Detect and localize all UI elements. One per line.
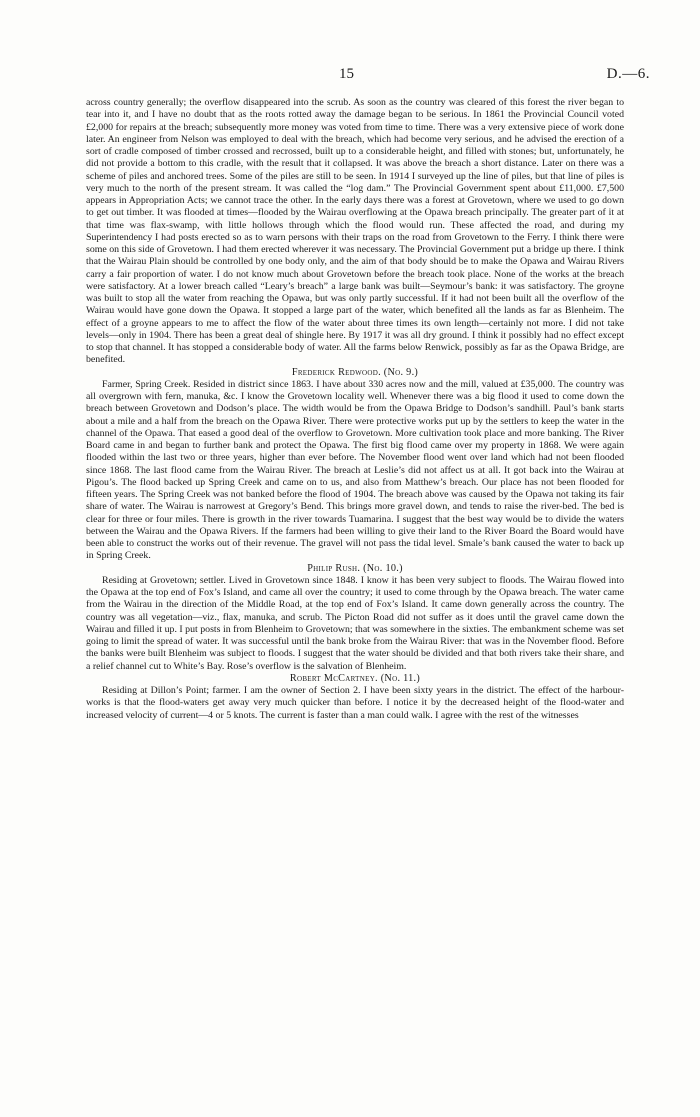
page-header	[0, 66, 700, 86]
witness-heading-mccartney: Robert McCartney. (No. 11.)	[289, 672, 421, 684]
witness-testimony-redwood: Farmer, Spring Creek. Resided in district since 1863. I have about 330 acres now and the mill, valued at £35,000. The country was all overgrown with fern, manuka, &c. I know the Grovetown locality well. Whenever there was a big flood it used to come down the breach between Grovetown and Dodson’s place. The width would be from the Opawa Bridge to Dodson’s sandhill. Paul’s bank starts about a mile and a half from the breach on the Opawa River. There were protective works put up by the settlers to keep the water in the channel of the Opawa. That eased a good deal of the overflow to Grovetown. More cultivation took place and more banking. The River Board came in and began to further bank and protect the Opawa. The first big flood came over my property in 1868. We were again flooded within the last two or three years, higher than ever before. The November flood went over land which had not been flooded since 1868. The last flood came from the Wairau River. The breach at Leslie’s did not affect us at all. It got back into the Wairau at Pigou’s. The flood backed up Spring Creek and came on to us, and also from Matthew’s breach. Our place has not been flooded for fifteen years. The Spring Creek was not banked before the flood of 1904. The breach above was caused by the Opawa not taking its fair share of water. The Wairau is narrowest at Gregory’s Bend. This brings more gravel down, and tends to raise the river-bed. The bed is clear for three or four miles. There is growth in the river towards Tuamarina. I suggest that the best way would be to divide the waters between the Wairau and the Opawa Rivers. If the farmers had been willing to give their land to the River Board the Board would have been able to construct the works out of their revenue. The gravel will not pass the tidal level. Smale’s bank caused the water to back up in Spring Creek.	[86, 378, 624, 562]
document-code: D.—6.	[606, 66, 650, 82]
witness-heading-rush: Philip Rush. (No. 10.)	[307, 562, 403, 574]
witness-testimony-rush: Residing at Grovetown; settler. Lived in Grovetown since 1848. I know it has been very subject to floods. The Wairau flowed into the Opawa at the top end of Fox’s Island, and came all over the country; it used to come through by the Opawa breach. The water came from the Wairau in the direction of the Middle Road, at the top end of Fox’s Island. It came down generally across the country. The country was all vegetation—viz., flax, manuka, and scrub. The Picton Road did not suffer as it does until the gravel came down the Wairau and filled it up. I put posts in from Blenheim to Grovetown; that was somewhere in the sixties. The embankment scheme was set going to limit the spread of water. It was successful until the bank broke from the Wairau River: that was in the November flood. Before the banks were built Blenheim was subject to floods. I suggest that the water should be divided and that both rivers take their share, and a relief channel cut to White’s Bay. Rose’s overflow is the salvation of Blenheim.	[86, 574, 624, 672]
paragraph-continuation: across country generally; the overflow disappeared into the scrub. As soon as the country was cleared of this forest the river began to tear into it, and I have no doubt that as the roots rotted away the damage began to be serious. In 1861 the Provincial Council voted £2,000 for repairs at the breach; subsequently more money was voted from time to time. There was a very extensive piece of work done later. An engineer from Nelson was employed to deal with the breach, which had become very serious, and he advised the erection of a sort of cradle composed of timber crossed and recrossed, built up to a considerable height, and filled with stones; but, unfortunately, he did not provide a bottom to this cradle, with the result that it collapsed. It was above the breach a short distance. Later on there was a scheme of piles and anchored trees. Some of the piles are still to be seen. In 1914 I surveyed up the line of piles, but that line of piles is very much to the north of the present stream. It was called the “log dam.” The Provincial Government spent about £11,000. £7,500 appears in Appropriation Acts; we cannot trace the other. In the early days there was a forest at Grovetown, where we used to go down to get out timber. It was flooded at times—flooded by the Wairau overflowing at the Opawa breach principally. The greater part of it at that time was flax-swamp, with little hollows through which the flood would run. These affected the road, and during my Superintendency I had posts erected so as to warn persons with their traps on the road from Grovetown to the Ferry. I think there were some on this side of Grovetown. I had them erected wherever it was necessary. The Provincial Government put a bridge up there. I think that the Wairau Plain should be controlled by one body only, and the aim of that body should be to make the Opawa and Wairau Rivers carry a fair proportion of water. I do not know much about Grovetown before the breach took place. None of the works at the breach were satisfactory. At a lower breach called “Leary’s breach” a large bank was built—Seymour’s bank: it was satisfactory. The groyne was built to stop all the water from reaching the Opawa, but was only partly successful. If it had not been built all the overflow of the Wairau would have gone down the Opawa. It stopped a large part of the water, which benefited all the lands as far as Blenheim. The effect of a groyne appears to me to affect the flow of the water about three times its own length—certainly not more. I did not take levels—only in 1904. There has been a great deal of shingle here. By 1917 it was all dry ground. I think it possibly had no effect except to stop that channel. It has stopped a considerable body of water. All the farms below Renwick, possibly as far as the Opawa Bridge, are benefited.	[86, 97, 624, 366]
document-body	[86, 97, 624, 722]
page-number: 15	[339, 66, 354, 82]
witness-testimony-mccartney: Residing at Dillon’s Point; farmer. I am the owner of Section 2. I have been sixty years in the district. The effect of the harbour-works is that the flood-waters get away very much quicker than before. I notice it by the decreased height of the flood-water and increased velocity of current—4 or 5 knots. The current is faster than a man could walk. I agree with the rest of the witnesses	[86, 685, 624, 721]
witness-heading-redwood: Frederick Redwood. (No. 9.)	[291, 366, 419, 378]
